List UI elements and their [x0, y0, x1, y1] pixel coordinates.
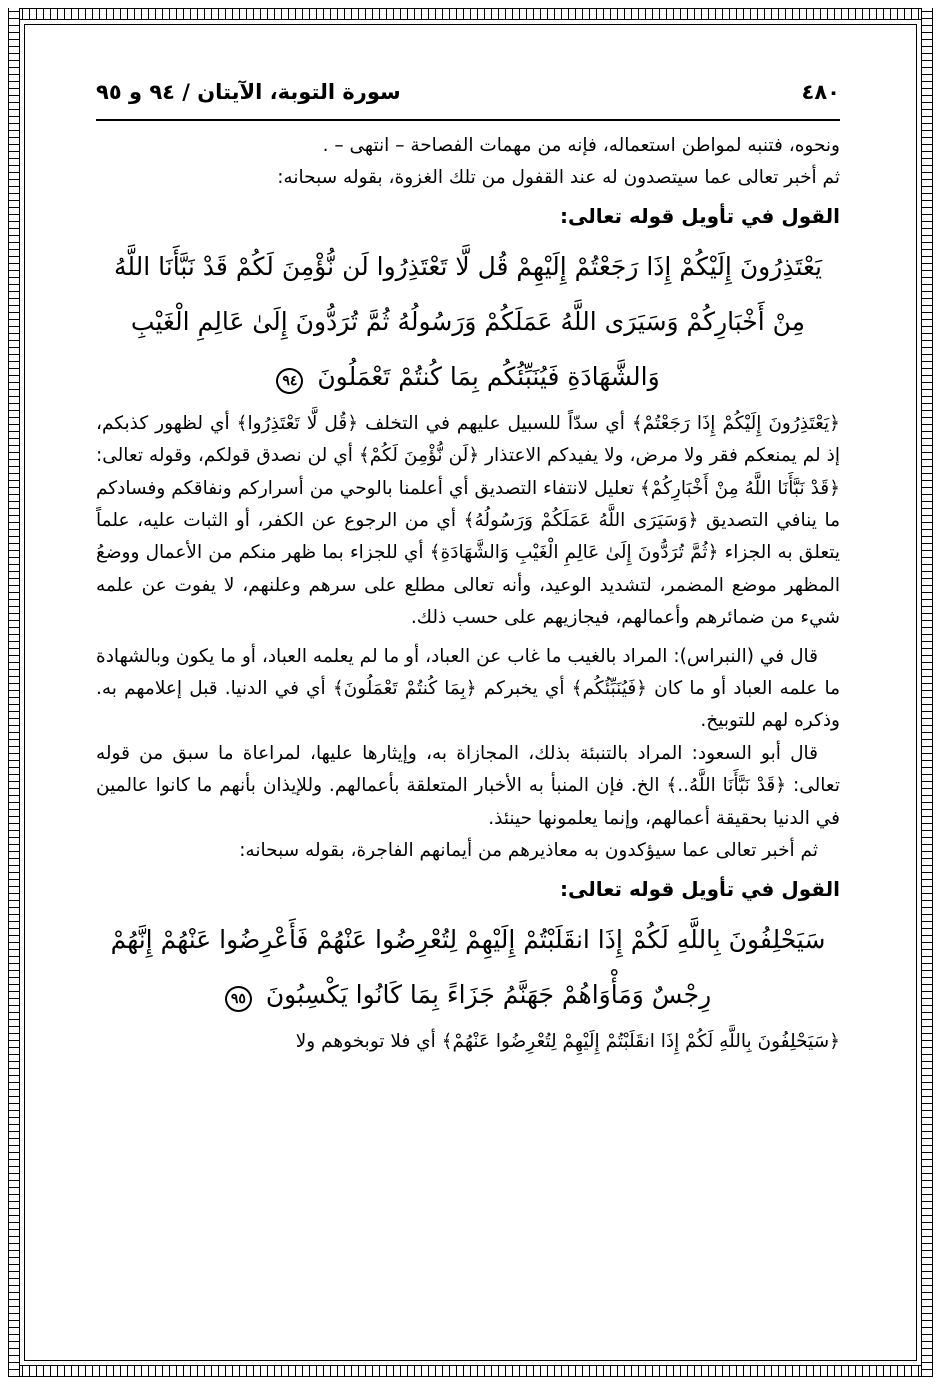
page-border-top [8, 8, 933, 20]
page-header [96, 72, 840, 112]
commentary-paragraph: ﴿سَيَحْلِفُونَ بِاللَّهِ لَكُمْ إِذَا انقَلَبْتُمْ إِلَيْهِمْ لِتُعْرِضُوا عَنْهُمْ﴾ أي فلا توبخوهم ولا [295, 1030, 840, 1052]
verse-text: سَيَحْلِفُونَ بِاللَّهِ لَكُمْ إِذَا انقَلَبْتُمْ إِلَيْهِمْ لِتُعْرِضُوا عَنْهُمْ فَأَعْرِضُوا عَنْهُمْ إِنَّهُمْ رِجْسٌ وَمَأْوَاهُمْ جَهَنَّمُ جَزَاءً بِمَا كَانُوا يَكْسِبُونَ [110, 924, 826, 1009]
page-body [96, 130, 840, 1058]
commentary-paragraph: قال أبو السعود: المراد بالتنبئة بذلك، المجازاة به، وإيثارها عليها، لمراعاة ما سبق من قوله تعالى: ﴿قَدْ نَبَّأَنَا اللَّهُ..﴾ الخ. فإن المنبأ به الأخبار المتعلقة بأعمالهم. وللإيذان بأنهم ما كانوا عالمين في الدنيا بحقيقة أعمالهم، وإنما يعلمونها حينئذ. [96, 742, 840, 829]
quran-verse [96, 910, 840, 1026]
section-heading: القول في تأويل قوله تعالى: [560, 876, 840, 901]
commentary-paragraph: ثم أخبر تعالى عما سيؤكدون به معاذيرهم من أيمانهم الفاجرة، بقوله سبحانه: [239, 840, 818, 862]
commentary-paragraph: ﴿يَعْتَذِرُونَ إِلَيْكُمْ إِذَا رَجَعْتُمْ﴾ أي سدّاً للسبيل عليهم في التخلف ﴿قُل لَّا تَعْتَذِرُوا﴾ أي لظهور كذبكم، إذ لم يمنعكم فقر ولا مرض، ولا يفيدكم الاعتذار ﴿لَن نُّؤْمِنَ لَكُمْ﴾ أي لن نصدق قولكم، وقوله تعالى: ﴿قَدْ نَبَّأَنَا اللَّهُ مِنْ أَخْبَارِكُمْ﴾ تعليل لانتفاء التصديق أي أعلمنا بالوحي من أسراركم ونفاقكم وفسادكم ما ينافي التصديق ﴿وَسَيَرَى اللَّهُ عَمَلَكُمْ وَرَسُولُهُ﴾ أي من الرجوع عن الكفر، أو الثبات عليه، علماً يتعلق به الجزاء ﴿ثُمَّ تُرَدُّونَ إِلَىٰ عَالِمِ الْغَيْبِ وَالشَّهَادَةِ﴾ أي للجزاء بما ظهر منكم من الأعمال ووضعُ المظهر موضع المضمر، لتشديد الوعيد، وأنه تعالى مطلع على سرهم وعلنهم، لا يفوت عن علمه شيء من ضمائرهم وأعمالهم، فيجازيهم على حسب ذلك. [96, 412, 840, 629]
page-border-right [921, 8, 933, 1377]
page-number: ٤٨٠ [801, 80, 840, 104]
verse-number: ٩٥ [225, 986, 252, 1012]
page-border-left [8, 8, 20, 1377]
verse-text: يَعْتَذِرُونَ إِلَيْكُمْ إِذَا رَجَعْتُمْ إِلَيْهِمْ قُل لَّا تَعْتَذِرُوا لَن نُّؤْمِنَ لَكُمْ قَدْ نَبَّأَنَا اللَّهُ مِنْ أَخْبَارِكُمْ وَسَيَرَى اللَّهُ عَمَلَكُمْ وَرَسُولُهُ ثُمَّ تُرَدُّونَ إِلَىٰ عَالِمِ الْغَيْبِ وَالشَّهَادَةِ فَيُنَبِّئُكُم بِمَا كُنتُمْ تَعْمَلُونَ [113, 251, 823, 391]
commentary-paragraph: قال في (النبراس): المراد بالغيب ما غاب عن العباد، أو ما لم يعلمه العباد، أو ما يكون وبالشهادة ما علمه العباد أو ما كان ﴿فَيُنَبِّئُكُم﴾ أي يخبركم ﴿بِمَا كُنتُمْ تَعْمَلُونَ﴾ أي في الدنيا. قبل إعلامهم به. وذكره لهم للتوبيخ. [96, 645, 840, 732]
running-title: سورة التوبة، الآيتان / ٩٤ و ٩٥ [96, 80, 401, 104]
quran-verse [96, 237, 840, 408]
text-line: ونحوه، فتنبه لمواطن استعماله، فإنه من مهمات الفصاحة – انتهى – . [322, 135, 840, 156]
verse-number: ٩٤ [276, 368, 303, 394]
section-heading: القول في تأويل قوله تعالى: [560, 203, 840, 228]
header-rule [96, 119, 840, 121]
text-line: ثم أخبر تعالى عما سيتصدون له عند القفول من تلك الغزوة، بقوله سبحانه: [277, 167, 840, 189]
page-border-bottom [8, 1365, 933, 1377]
